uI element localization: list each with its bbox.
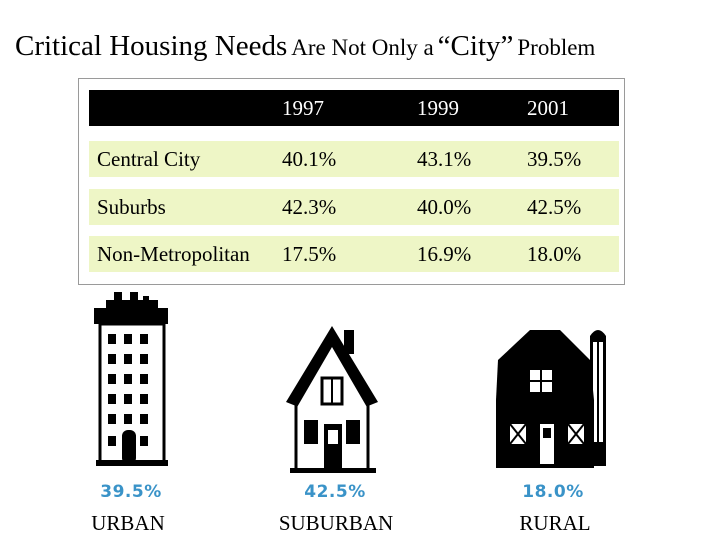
house-icon [282,320,382,475]
housing-needs-table [78,78,625,285]
table-cell: 40.0% [417,195,472,219]
title-part-2: Are Not Only a [291,35,434,60]
table-cell: 16.9% [417,242,472,266]
table-header-row [89,90,619,126]
table-cell: 40.1% [282,147,337,171]
urban-caption: URBAN [91,511,165,535]
barn-icon [490,320,610,475]
row-label: Non-Metropolitan [97,242,250,266]
rural-caption: RURAL [519,511,591,535]
title-part-3: “City” [437,30,514,62]
urban-percent: 39.5% [100,482,162,502]
row-label: Suburbs [97,195,166,219]
table-row [89,189,619,225]
table-cell: 42.5% [527,195,582,219]
table-cell: 43.1% [417,147,472,171]
table-cell: 39.5% [527,147,582,171]
rural-percent: 18.0% [522,482,584,502]
title-part-1: Critical Housing Needs [15,30,288,62]
table-header-cell: 2001 [527,96,569,120]
suburban-caption: SUBURBAN [278,511,394,535]
table-cell: 42.3% [282,195,337,219]
table-header-cell: 1997 [282,96,324,120]
table-row [89,141,619,177]
suburban-percent: 42.5% [304,482,366,502]
apartment-building-icon [88,290,174,475]
table-header-cell: 1999 [417,96,459,120]
row-label: Central City [97,147,201,171]
table-cell: 18.0% [527,242,582,266]
title-part-4: Problem [517,35,596,60]
table-cell: 17.5% [282,242,337,266]
page-title [15,30,715,63]
table-row [89,236,619,272]
